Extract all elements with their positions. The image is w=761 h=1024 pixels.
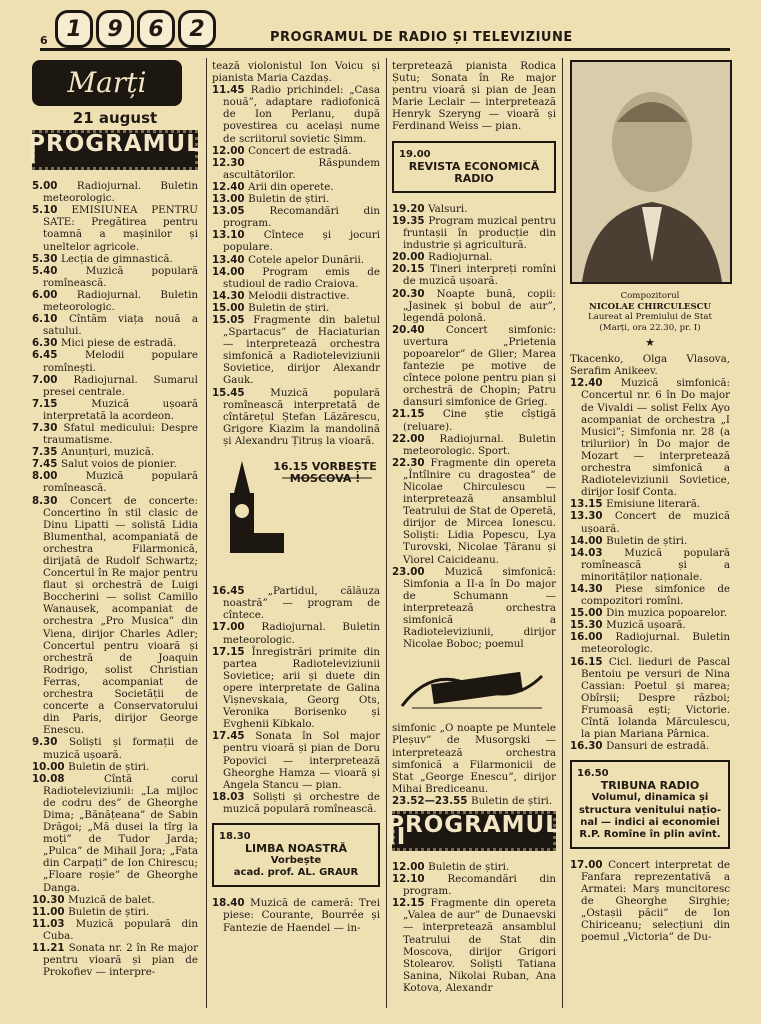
schedule-item: 7.30 Sfatul medicului: Despre traumatisme. [32,421,198,447]
schedule-item: 17.15 Înregistrări primite din partea Radioteleviziunii Sovietice; arii și duete din opere interpretate de Galina Vișnevskaia, Georg Ots, Veronika Borisenko și Evghenii Kibkalo. [212,645,380,731]
page-header [0,0,761,54]
schedule-time: 11.00 [32,905,69,918]
schedule-item: 16.45 „Partidul, călăuza noastră” — program de cîntece. [212,585,381,622]
program-1-banner: PROGRAMUL I [28,131,202,170]
schedule-item: 7.45 Salut voios de pionier. [32,458,177,471]
schedule-item: tează violonistul Ion Voicu și pianista Maria Cazdaș. [212,60,380,85]
schedule-item: 13.00 Buletin de știri. [212,193,330,206]
column-divider [562,58,563,1008]
schedule-item: 13.05 Recomandări din program. [212,205,380,230]
schedule-item: 19.20 Valsuri. [392,202,468,215]
schedule-time: 14.03 [570,546,625,559]
column-1 [28,60,202,979]
schedule-item: 22.30 Fragmente din opereta „Întîlnire cu dragostea” de Nicolae Chirculescu — interpretează ansamblul Teatrului de Stat de Operetă, dirijor de Mircea Ionescu. Soliști: Lidia Popescu, Lya Turovski, Nicolae Țăranu și Viorel Caicideanu. [392,456,556,566]
vorbeste-moscova-box [270,461,380,485]
schedule-item: 9.30 Soliști și formații de muzică ușoară. [32,736,198,761]
schedule-item: 23.00 Muzică simfonică: Simfonia a II-a în Do major de Schumann — interpretează orchestra simfonică a Radioteleviziunii, dirijor Nicolae Boboc; poemul [392,565,556,651]
caption-line: Compozitorul [620,291,680,302]
schedule-list [392,861,556,994]
box-line: acad. prof. AL. GRAUR [233,867,359,879]
schedule-item: 15.00 Din muzica popoarelor. [570,607,728,620]
schedule-time: 13.00 [212,193,249,206]
schedule-time: 22.00 [392,432,440,445]
schedule-time: 13.15 [570,498,607,511]
schedule-item: 5.30 Lecția de gimnastică. [32,252,173,265]
schedule-time: 13.40 [212,253,249,266]
schedule-time: 15.30 [570,619,607,632]
box-time: 19.00 [399,148,431,160]
caption-line: Laureat al Premiului de Stat [588,312,712,323]
schedule-item: 10.00 Buletin de știri. [32,760,150,773]
schedule-time: 11.21 [32,942,69,954]
schedule-item: 16.15 Cicl. lieduri de Pascal Bentoiu pe versuri de Nina Cassian: Poetul și marea; Obîrșii; Despre război; Frumoasă ești; Victorie. Cîntă Iolanda Mărculescu, la pian Mariana Pârnica. [570,655,730,741]
schedule-time: 12.00 [212,144,249,157]
schedule-time: 7.30 [32,421,64,434]
schedule-list [570,859,730,944]
schedule-time: 8.30 [32,494,71,507]
schedule-time: 14.30 [570,582,616,595]
schedule-item: 12.00 Concert de estradă. [212,144,352,157]
schedule-time: 7.15 [32,397,92,410]
schedule-item: 12.10 Recomandări din program. [392,873,556,898]
schedule-list [32,180,198,978]
box-line: Volumul, dinamica și [591,792,709,804]
schedule-list [392,203,556,650]
schedule-item: 11.45 Radio prichindel: „Casa nouă”, adaptare radiofonică de Ion Perlanu, după povestirea cu același nume de scriitorul sovietic Șimm. [212,84,380,145]
schedule-time: 17.00 [570,858,609,871]
caption-line: NICOLAE CHIRCULESCU [588,301,712,312]
schedule-item: 14.03 Muzică populară romînească și a minorităților naționale. [570,546,730,583]
schedule-item: 20.30 Noapte bună, copii: „Jasinek și bobul de aur”, legendă polonă. [392,287,556,324]
box-title: REVISTA ECONOMICĂ [408,159,540,173]
schedule-time: 11.03 [32,917,76,930]
schedule-time: 13.10 [212,229,264,242]
schedule-item: 12.40 Arii din operete. [212,180,334,193]
schedule-list [212,60,380,447]
header-rule [40,48,730,51]
schedule-time: 15.05 [212,313,254,326]
schedule-time: 20.30 [392,287,437,300]
schedule-time: 22.30 [392,456,431,469]
schedule-time: 17.45 [212,730,256,743]
schedule-time: 16.45 [212,585,268,598]
schedule-item: 15.05 Fragmente din baletul „Spartacus” de Haciaturian — interpretează orchestra simfonică a Radioteleviziunii Sovietice, dirijor Alexandr Gauk. [212,313,380,387]
schedule-item: Tkacenko, Olga Vlasova, Serafim Anikeev. [570,353,730,378]
schedule-item: 16.00 Radiojurnal. Buletin meteorologic. [570,631,730,656]
schedule-item: 13.15 Emisiune literară. [570,498,701,511]
box-time: 18.30 [219,830,251,842]
schedule-item: 7.35 Anunțuri, muzică. [32,446,155,459]
schedule-time: 10.30 [32,893,69,906]
schedule-item: 14.00 Program emis de studioul de radio Craiova. [212,265,380,290]
schedule-item: 14.30 Piese simfonice de compozitori romîni. [570,582,731,608]
schedule-time: 16.15 [570,655,609,668]
schedule-item: 5.40 Muzică populară romînească. [32,264,198,289]
schedule-time: 14.00 [212,265,263,278]
schedule-time: 16.30 [570,740,607,753]
schedule-item: 20.00 Radiojurnal. [392,251,493,264]
caption-line: (Marți, ora 22.30, pr. I) [599,322,701,333]
schedule-time: 10.00 [32,760,69,773]
day-banner: Marți [32,60,182,106]
schedule-time: 11.45 [212,84,251,97]
schedule-time: 13.30 [570,510,615,523]
schedule-item: 13.40 Cotele apelor Dunării. [212,253,365,266]
year-digit: 9 [96,10,134,48]
schedule-item: 19.35 Program muzical pentru fruntașii în producție din industrie și agricultură. [392,214,556,252]
schedule-time: 6.30 [32,337,61,350]
schedule-item: 11.21 Sonata nr. 2 în Re major pentru vioară și pian de Prokofiev — interpre- [32,942,199,979]
vorbeste-time: 16.15 VORBEȘTE MOSCOVA ! [273,460,377,486]
schedule-time: 12.15 [392,897,431,910]
schedule-item: 7.00 Radiojurnal. Sumarul presei centrale. [32,373,198,398]
year-digit: 2 [178,10,216,48]
year-logo [55,10,216,48]
schedule-item: terpretează pianista Rodica Șutu; Sonata în Re major pentru vioară și pian de Jean Marie Leclair — interpretează Henryk Szeryng — vioară și Ferdinand Weiss — pian. [392,60,556,133]
schedule-time: 14.00 [570,534,607,547]
schedule-time: 17.00 [212,621,262,634]
column-divider [206,58,207,1008]
schedule-item: 17.45 Sonata în Sol major pentru vioară și pian de Doru Popovici — interpretează Gheorghe Hamza — vioară și Angela Stancu — pian. [212,730,381,791]
schedule-item: 15.30 Muzică ușoară. [570,619,686,632]
schedule-item: 14.30 Melodii distractive. [212,289,350,302]
box-title: LIMBA NOASTRĂ [245,842,347,856]
schedule-item: 8.30 Concert de concerte: Concertino în stil clasic de Dinu Lipatti — solistă Lidia Blumenthal, acompaniată de orchestra Filarmonică, dirijată de Rudolf Schwartz; Concertul în Re major pentru flaut și orchestră de Luigi Boccherini — solist Camillo Wanausek, acompaniat de orchestra „Pro Musica” din Viena, dirijor Charles Adler; Concertul pentru vioară și orchestră de Joaquin Rodrigo, solist Christian Ferras, acompaniat de orchestra Societății de concerte a Conservatorului din Paris, dirijor George Enescu. [32,494,198,737]
schedule-time: 7.35 [32,446,61,459]
schedule-time: 23.52—23.55 [392,794,472,807]
schedule-time: 21.15 [392,408,443,421]
schedule-time: 19.35 [392,214,429,227]
schedule-time: 20.15 [392,263,431,276]
photo-caption [570,291,730,333]
schedule-time: 12.30 [212,156,319,169]
schedule-time: 18.40 [212,897,251,910]
schedule-time: 15.00 [212,301,249,314]
schedule-item: 12.00 Buletin de știri. [392,860,510,873]
column-2 [212,60,380,934]
schedule-time: 5.30 [32,252,61,265]
schedule-time: 9.30 [32,736,69,749]
schedule-list [392,722,556,807]
schedule-time: 18.03 [212,790,253,803]
schedule-item: 11.00 Buletin de știri. [32,905,150,918]
box-subtitle: RADIO [454,171,494,185]
schedule-time: 6.45 [32,349,85,362]
schedule-item: 6.45 Melodii populare romînești. [32,349,198,374]
schedule-list [392,60,556,133]
schedule-item: 20.15 Tineri interpreți romîni de muzică ușoară. [392,263,557,288]
schedule-item: simfonic „O noapte pe Muntele Pleșuv” de Musorgski — interpretează orchestra simfonică a Filarmonicii de Stat „George Enescu”, dirijor Mihai Brediceanu. [392,722,556,795]
program-2-banner: PROGRAMUL II [387,811,561,850]
schedule-item: 6.30 Mici piese de estradă. [32,337,177,350]
schedule-time: 17.15 [212,645,252,658]
schedule-item: 23.52—23.55 Buletin de știri. [392,794,553,807]
schedule-time: 12.40 [570,377,621,390]
schedule-time: 7.00 [32,373,74,386]
box-time: 16.50 [577,768,609,780]
page-title: PROGRAMUL DE RADIO ȘI TELEVIZIUNE [270,30,573,45]
schedule-item: 18.03 Soliști și orchestre de muzică populară romînească. [212,790,380,815]
schedule-time: 16.00 [570,631,616,644]
flag-pen-illustration [392,656,556,716]
star-separator: ★ [645,336,655,350]
schedule-item: 12.15 Fragmente din opereta „Valea de aur” de Dunaevski — interpretează ansamblul Teatrului de Stat din Moscova, dirijor Grigori Stolearov. Soliști Tatiana Sanina, Nikolai Ruban, Ana Kotova, Alexandr [392,897,556,994]
schedule-time: 5.40 [32,264,86,277]
schedule-item: 17.00 Radiojurnal. Buletin meteorologic. [212,621,380,646]
column-divider [386,58,387,1008]
year-digit: 1 [55,10,93,48]
schedule-item: 18.40 Muzică de cameră: Trei piese: Courante, Bourrée și Fantezie de Haendel — in- [212,897,380,934]
schedule-item: 16.30 Dansuri de estradă. [570,740,710,753]
schedule-time: 20.40 [392,323,446,336]
schedule-time: 19.20 [392,202,429,215]
schedule-item: 12.40 Muzică simfonică: Concertul nr. 6 în Do major de Vivaldi — solist Felix Ayo acompaniat de orchestra „I Musici”; Simfonia nr. 28 (a triluriior) în Do major de Mozart — interpretează orchestra simfonică a Radioteleviziunii Sovietice, dirijor Iosif Conta. [570,377,730,499]
schedule-time: 20.00 [392,251,429,264]
schedule-item: 6.00 Radiojurnal. Buletin meteorologic. [32,288,198,314]
schedule-time: 13.05 [212,205,270,218]
schedule-item: 5.00 Radiojurnal. Buletin meteorologic. [32,180,198,205]
schedule-item: 13.10 Cîntece și jocuri populare. [212,229,380,254]
box-line: R.P. Romîne în plin avînt. [579,828,721,840]
schedule-time: 12.10 [392,873,448,886]
schedule-item: 13.30 Concert de muzică ușoară. [570,510,730,535]
schedule-item: 11.03 Muzică populară din Cuba. [32,917,199,942]
schedule-time: 6.10 [32,313,70,326]
schedule-time: 12.40 [212,180,249,193]
tribuna-radio-box [570,760,730,849]
page-number: 6 [40,34,48,47]
schedule-time: 12.00 [392,860,429,873]
schedule-item: 12.30 Răspundem ascultătorilor. [212,156,380,181]
schedule-item: 20.40 Concert simfonic: uvertura „Prietenia popoarelor” de Glier; Marea fantezie pe motive de cîntece polone pentru pian și orchestră de Chopin; Patru dansuri simfonice de Grieg. [392,323,557,409]
schedule-item: 8.00 Muzică populară romînească. [32,470,198,495]
schedule-time: 10.08 [32,772,104,785]
schedule-item: 10.08 Cîntă corul Radioteleviziunii: „La mijloc de codru des” de Gheorghe Dima; „Bănățeana” de Sabin Drăgoi; „Mă dusei la tîrg la moți” de Tudor Jarda; „Pulca” de Mihail Jora; „Fata din Carpați” de Ion Chirescu; „Floare roșie” de Gheorghe Danga. [32,772,199,894]
schedule-time: 5.10 [32,204,72,217]
schedule-time: 15.00 [570,607,607,620]
schedule-item: 21.15 Cine știe cîștigă (reluare). [392,408,557,433]
schedule-item: 22.00 Radiojurnal. Buletin meteorologic. Sport. [392,432,556,457]
schedule-item: 6.10 Cîntăm viața nouă a satului. [32,313,198,338]
schedule-item: 15.00 Buletin de știri. [212,301,330,314]
schedule-item: 15.45 Muzică populară romînească interpretată de cîntărețul Ștefan Lăzărescu, Grigore Kiazim la mandolină și Alexandru Țitruș la vioară. [212,386,380,447]
schedule-item: 5.10 EMISIUNEA PENTRU SATE: Pregătirea pentru toamnă a mașinilor și uneltelor agricole. [32,204,198,253]
column-4 [570,60,730,944]
composer-portrait-photo [570,60,732,284]
schedule-item: 14.00 Buletin de știri. [570,534,688,547]
schedule-list [212,585,380,815]
schedule-item: 10.30 Muzică de balet. [32,893,155,906]
schedule-time: 7.45 [32,458,61,471]
schedule-time: 23.00 [392,565,445,578]
revista-economica-box [392,141,556,193]
box-line: nal — indici ai economiei [580,816,720,828]
box-line: structura venitului națio- [578,804,722,816]
schedule-item: 17.00 Concert interpretat de Fanfara reprezentativă a Armatei: Marș muncitoresc de Gheorghe Sirghie; „Ostașii păcii” de Ion Chiriceanu; selecțiuni din poemul „Victoria” de Du- [570,858,731,944]
schedule-list [570,353,730,752]
schedule-time: 5.00 [32,180,77,193]
schedule-item: 7.15 Muzică ușoară interpretată la acordeon. [32,397,198,422]
date-heading: 21 august [72,109,158,127]
schedule-list [212,897,380,933]
schedule-time: 6.00 [32,288,77,301]
year-digit: 6 [137,10,175,48]
schedule-time: 14.30 [212,289,249,302]
box-line: Vorbește [270,855,322,867]
schedule-time: 8.00 [32,470,86,483]
limba-noastra-box [212,823,380,887]
schedule-time: 15.45 [212,386,271,399]
column-3 [387,60,561,994]
box-title: TRIBUNA RADIO [600,779,700,793]
